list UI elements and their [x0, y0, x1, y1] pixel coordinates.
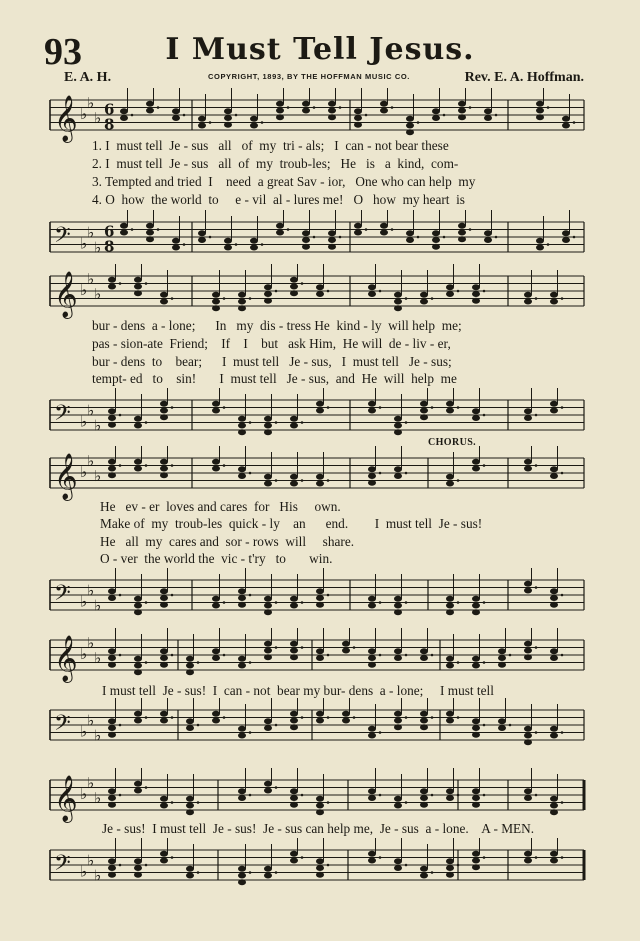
- svg-text:♭: ♭: [94, 596, 102, 615]
- svg-text:♭: ♭: [87, 711, 95, 730]
- svg-text:♭: ♭: [94, 284, 102, 303]
- lyric-line: bur - dens to bear; I must tell Je - sus, I must tell Je - sus;: [92, 354, 452, 369]
- svg-text:𝄞: 𝄞: [54, 95, 78, 142]
- svg-text:♭: ♭: [94, 416, 102, 435]
- copyright-notice: COPYRIGHT, 1893, BY THE HOFFMAN MUSIC CO.: [208, 72, 410, 81]
- bass-staff-system-2: [0, 388, 640, 448]
- svg-text:♭: ♭: [80, 645, 88, 663]
- svg-text:♭: ♭: [94, 108, 102, 127]
- lyric-line: 2. I must tell Je - sus all of my troub-les; He is a kind, com-: [92, 156, 459, 171]
- svg-text:♭: ♭: [87, 269, 95, 288]
- lyric-line: 3. Tempted and tried I need a great Sav - ior, One who can help my: [92, 174, 476, 189]
- lyric-line: bur - dens a - lone; In my dis - tress He kind - ly will help me;: [92, 318, 462, 333]
- svg-text:♭: ♭: [80, 722, 88, 741]
- svg-text:♭: ♭: [80, 592, 88, 611]
- svg-text:♭: ♭: [87, 851, 95, 870]
- svg-text:♭: ♭: [94, 726, 102, 745]
- bass-staff-system-4: [0, 698, 640, 758]
- svg-text:6: 6: [104, 222, 115, 241]
- music-composer: Rev. E. A. Hoffman.: [464, 70, 584, 85]
- words-author: E. A. H.: [64, 70, 112, 85]
- svg-text:♭: ♭: [80, 785, 88, 803]
- svg-text:𝄞: 𝄞: [54, 271, 78, 318]
- svg-text:♭: ♭: [87, 93, 95, 112]
- svg-text:♭: ♭: [87, 581, 95, 600]
- svg-text:♭: ♭: [94, 788, 102, 807]
- chorus-label: CHORUS.: [428, 437, 477, 448]
- svg-text:♭: ♭: [80, 412, 88, 431]
- lyric-line: He all my cares and sor - rows will share.: [100, 534, 355, 549]
- svg-text:♭: ♭: [80, 234, 88, 253]
- lyric-line: 1. I must tell Je - sus all of my tri - als; I can - not bear these: [92, 138, 449, 153]
- lyric-line: 4. O how the world to e - vil al - lures me! O how my heart is: [92, 192, 465, 207]
- svg-text:𝄞: 𝄞: [54, 453, 78, 500]
- svg-text:♭: ♭: [94, 466, 102, 485]
- lyric-line: Make of my troub-les quick - ly an end. I must tell Je - sus!: [100, 516, 483, 531]
- svg-text:𝄞: 𝄞: [54, 635, 78, 682]
- svg-text:♭: ♭: [87, 401, 95, 420]
- lyric-line: pas - sion-ate Friend; If I but ask Him, He will de - liv - er,: [92, 336, 451, 351]
- svg-text:𝄢: 𝄢: [54, 851, 71, 881]
- bass-staff-system-5: [0, 838, 640, 898]
- treble-staff-system-3: [0, 446, 640, 506]
- svg-text:♭: ♭: [87, 773, 95, 792]
- svg-text:𝄞: 𝄞: [54, 775, 78, 822]
- svg-text:♭: ♭: [87, 451, 95, 470]
- lyric-line: tempt- ed to sin! I must tell Je - sus, and He will help me: [92, 371, 457, 386]
- hymn-number: 93: [44, 31, 82, 73]
- svg-text:𝄢: 𝄢: [54, 401, 71, 431]
- treble-staff-system-2: [0, 264, 640, 324]
- lyric-line: O - ver the world the vic - t'ry to win.: [100, 551, 333, 566]
- svg-text:♭: ♭: [94, 866, 102, 885]
- svg-text:♭: ♭: [80, 862, 88, 881]
- svg-text:8: 8: [104, 237, 115, 256]
- svg-text:♭: ♭: [80, 281, 88, 299]
- svg-text:𝄢: 𝄢: [54, 581, 71, 611]
- svg-text:♭: ♭: [94, 238, 102, 257]
- svg-text:𝄢: 𝄢: [54, 711, 71, 741]
- svg-text:♭: ♭: [87, 633, 95, 652]
- treble-staff-system-5: [0, 768, 640, 828]
- svg-text:♭: ♭: [87, 223, 95, 242]
- svg-text:♭: ♭: [80, 463, 88, 481]
- svg-text:6: 6: [104, 100, 115, 119]
- lyric-line: I must tell Je - sus! I can - not bear my bur- dens a - lone; I must tell: [102, 683, 494, 698]
- treble-staff-system-4: [0, 628, 640, 688]
- svg-text:8: 8: [104, 115, 115, 134]
- lyric-line: Je - sus! I must tell Je - sus! Je - sus can help me, Je - sus a - lone. A - MEN.: [102, 821, 535, 836]
- bass-staff-system-1: [0, 210, 640, 270]
- lyric-line: He ev - er loves and cares for His own.: [100, 499, 341, 514]
- svg-text:𝄢: 𝄢: [54, 223, 71, 253]
- svg-text:♭: ♭: [94, 648, 102, 667]
- svg-text:♭: ♭: [80, 105, 88, 123]
- bass-staff-system-3: [0, 568, 640, 628]
- hymn-title: I Must Tell Jesus.: [165, 32, 475, 67]
